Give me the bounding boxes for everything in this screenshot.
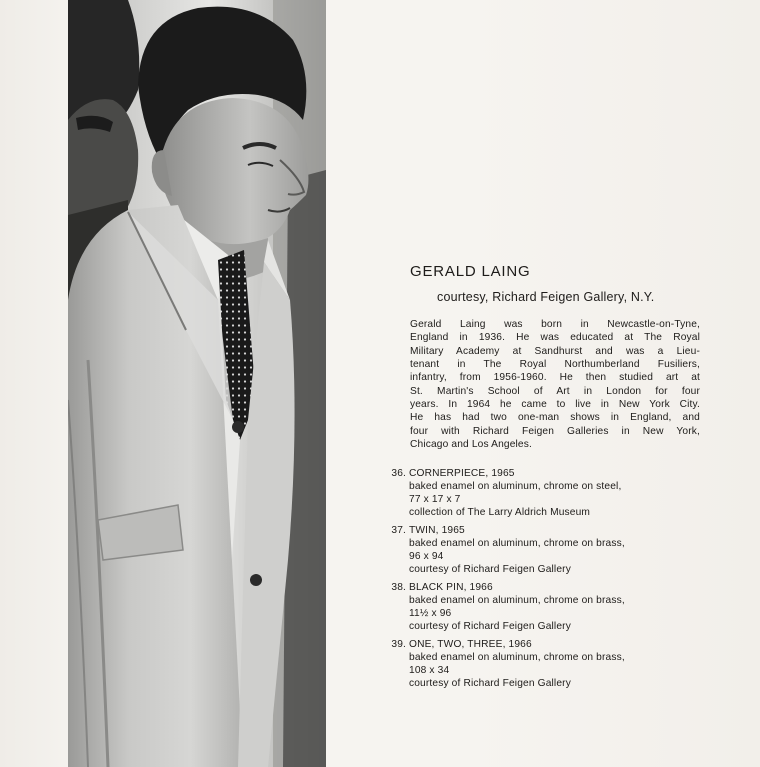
artist-name-heading: GERALD LAING [410,263,531,280]
work-credit: courtesy of Richard Feigen Gallery [409,564,571,576]
work-number: 38. [391,581,406,593]
bio-line: He has had two one-man shows in England, and [410,412,700,424]
gallery-courtesy-line: courtesy, Richard Feigen Gallery, N.Y. [437,290,655,304]
works-list [376,467,696,695]
work-entry [376,638,696,690]
bio-line: infantry, from 1956-1960. He then studied art at [410,372,700,384]
bio-line: Military Academy at Sandhurst and was a Lieu- [410,345,700,357]
work-medium: baked enamel on aluminum, chrome on brass, [409,537,625,549]
bio-line: four with Richard Feigen Galleries in New York, [410,425,700,437]
work-credit: collection of The Larry Aldrich Museum [409,507,591,519]
work-number: 39. [391,638,406,650]
bio-line: England in 1936. He was educated at The Royal [410,332,700,344]
work-medium: baked enamel on aluminum, chrome on steel, [409,481,622,493]
artist-biography [410,318,700,451]
work-title: TWIN, 1965 [409,524,465,536]
bio-line: years. In 1964 he came to live in New York City. [410,399,700,411]
work-medium: baked enamel on aluminum, chrome on brass, [409,651,625,663]
work-credit: courtesy of Richard Feigen Gallery [409,621,571,633]
work-title: ONE, TWO, THREE, 1966 [409,638,532,650]
work-entry [376,467,696,519]
bio-line: tenant in The Royal Northumberland Fusiliers, [410,359,700,371]
work-credit: courtesy of Richard Feigen Gallery [409,677,571,689]
work-medium: baked enamel on aluminum, chrome on brass, [409,594,625,606]
portrait-illustration [68,0,326,767]
artist-portrait-photo [68,0,326,767]
work-number: 36. [391,468,406,479]
work-dimensions: 108 x 34 [409,664,450,676]
work-entry [376,581,696,633]
work-title: CORNERPIECE, 1965 [409,468,515,479]
work-title: BLACK PIN, 1966 [409,581,493,593]
work-dimensions: 96 x 94 [409,551,444,563]
work-dimensions: 11½ x 96 [409,607,452,619]
bio-line: Chicago and Los Angeles. [410,439,532,451]
work-number: 37. [391,524,406,536]
work-entry [376,524,696,576]
work-dimensions: 77 x 17 x 7 [409,494,461,506]
bio-line: Gerald Laing was born in Newcastle-on-Tyne, [410,319,700,330]
bio-line: St. Martin's School of Art in London for four [410,385,700,397]
